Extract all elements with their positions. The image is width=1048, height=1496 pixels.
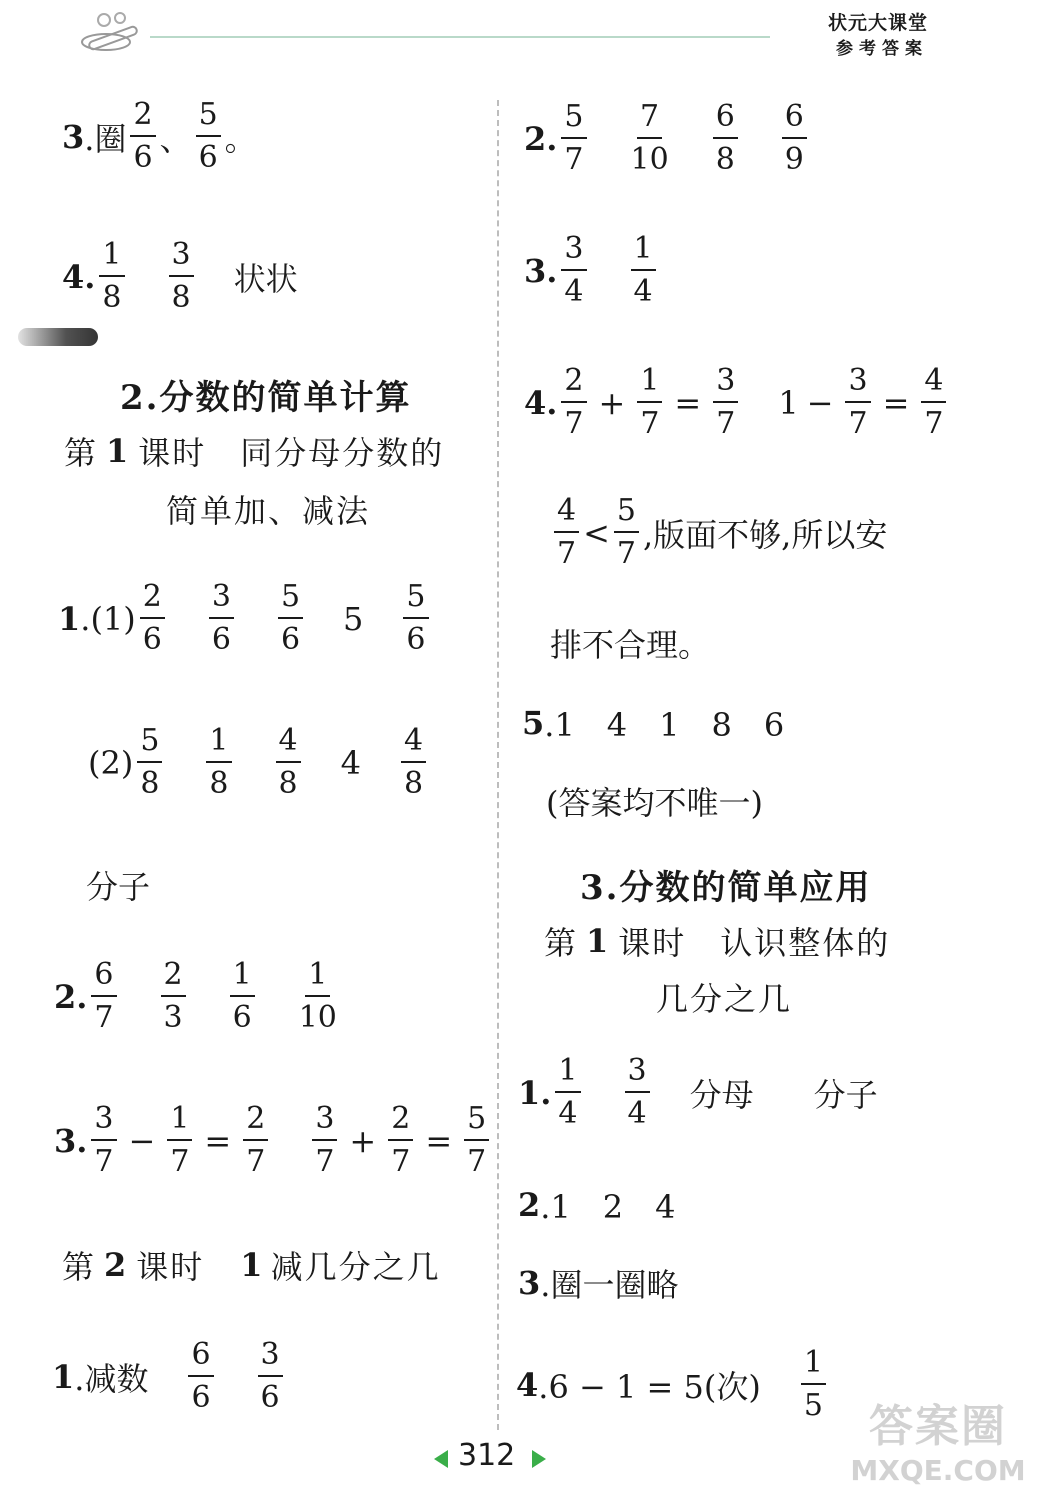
fraction	[161, 957, 186, 1035]
fraction-denominator: 7	[640, 406, 660, 441]
fraction	[91, 1101, 116, 1179]
fraction	[209, 579, 234, 657]
fraction-numerator: 3	[258, 1340, 283, 1377]
fraction-denominator: 4	[633, 274, 653, 309]
fraction	[782, 99, 807, 177]
left-q3-circle: 3 .圈 $\frac{2}{6}$ 、 $\frac{5}{6}$ 。	[62, 97, 257, 175]
fraction	[312, 1101, 337, 1179]
header-rule	[150, 36, 770, 38]
fraction-numerator: 1	[801, 1348, 826, 1385]
left-l2-q1: 1 .减数 $\frac{6}{6}$ $\frac{3}{6}$	[52, 1340, 287, 1413]
fraction-numerator: 3	[169, 240, 194, 277]
lesson-2-title: 第 2 课时 1 减几分之几	[62, 1246, 441, 1286]
fraction-numerator: 2	[140, 582, 165, 619]
fraction-denominator: 7	[616, 536, 636, 571]
right-q2: 2 . $\frac{5}{7}$ $\frac{7}{10}$ $\frac{6}{8}$ $\frac{6}{9}$	[524, 102, 811, 175]
fraction	[561, 231, 586, 309]
fraction-numerator: 3	[713, 366, 738, 403]
fraction	[637, 363, 662, 441]
fraction-numerator: 3	[312, 1104, 337, 1141]
fraction-numerator: 6	[91, 960, 116, 997]
lesson-1-title-line2: 简单加、减法	[166, 492, 371, 530]
right-r2: 2 .1 2 4	[518, 1186, 676, 1226]
fraction-numerator: 4	[554, 496, 579, 533]
fraction	[713, 363, 738, 441]
fraction-numerator: 1	[637, 366, 662, 403]
right-lesson-1-title-line2: 几分之几	[656, 980, 793, 1018]
right-r4: 4 .6 − 1 = 5(次) $\frac{1}{5}$	[516, 1348, 830, 1421]
right-q5-note: (答案均不唯一)	[546, 784, 763, 822]
fraction-denominator: 7	[315, 1144, 335, 1179]
watermark-url: MXQE.COM	[850, 1454, 1026, 1487]
fraction	[845, 363, 870, 441]
fraction-denominator: 7	[170, 1144, 190, 1179]
fraction-numerator: 3	[209, 582, 234, 619]
fraction-denominator: 7	[391, 1144, 411, 1179]
lesson-1-title: 第 1 课时 同分母分数的	[64, 432, 445, 472]
header-subtitle: 参考答案	[836, 39, 928, 59]
fraction-denominator: 7	[924, 406, 944, 441]
fraction	[561, 99, 586, 177]
fraction-denominator: 8	[102, 280, 122, 315]
fraction-numerator: 1	[167, 1104, 192, 1141]
fraction-numerator: 5	[403, 582, 428, 619]
fraction-numerator: 1	[206, 726, 231, 763]
fraction	[625, 1053, 650, 1131]
fraction-denominator: 6	[198, 140, 218, 175]
fraction-numerator: 1	[631, 234, 656, 271]
fraction-denominator: 6	[406, 622, 426, 657]
fraction	[464, 1101, 489, 1179]
fraction	[99, 237, 124, 315]
fraction-numerator: 7	[637, 102, 662, 139]
fraction-denominator: 6	[280, 622, 301, 657]
fraction	[801, 1345, 826, 1423]
fraction-denominator: 8	[171, 280, 191, 315]
fraction-denominator: 8	[715, 142, 735, 177]
fraction-denominator: 10	[630, 142, 669, 177]
watermark	[848, 1390, 1028, 1490]
fraction-numerator: 3	[625, 1056, 650, 1093]
fraction-denominator: 7	[94, 1144, 114, 1179]
fraction-denominator: 4	[627, 1096, 647, 1131]
right-lesson-1-title: 第 1 课时 认识整体的	[544, 922, 891, 962]
ink-smudge	[18, 328, 98, 346]
right-q4-text2: 排不合理。	[550, 626, 711, 664]
prev-arrow-icon	[434, 1450, 448, 1468]
fraction	[258, 1337, 283, 1415]
fraction-numerator: 4	[276, 726, 301, 763]
fraction-denominator: 8	[209, 766, 229, 801]
fraction	[713, 99, 738, 177]
fraction	[137, 723, 162, 801]
fraction-denominator: 3	[163, 1000, 183, 1035]
fraction-numerator: 5	[614, 496, 639, 533]
fraction	[276, 723, 301, 801]
fraction	[130, 97, 155, 175]
left-l1-q2: 2 . $\frac{6}{7}$ $\frac{2}{3}$ $\frac{1}{6}$ $\frac{1}{10}$	[54, 957, 337, 1035]
fraction-denominator: 5	[803, 1388, 823, 1423]
fraction	[140, 579, 165, 657]
fraction-numerator: 6	[188, 1340, 213, 1377]
fraction-denominator: 7	[94, 1000, 114, 1035]
fraction-denominator: 6	[142, 622, 162, 657]
watermark-text: 答案圈	[869, 1401, 1007, 1452]
fraction-numerator: 2	[388, 1104, 413, 1141]
right-q4-compare: $\frac{4}{7}$ < $\frac{5}{7}$ ,版面不够,所以安	[550, 496, 887, 569]
fraction-denominator: 6	[133, 140, 153, 175]
fraction	[206, 723, 231, 801]
fraction	[631, 231, 656, 309]
fraction	[921, 363, 946, 441]
section-2-title: 2.分数的简单计算	[120, 378, 412, 418]
fraction-denominator: 7	[564, 406, 584, 441]
fraction-numerator: 2	[243, 1104, 268, 1141]
left-l1-q1-part2: (2) $\frac{5}{8}$ $\frac{1}{8}$ $\frac{4}{8}$ 4 $\frac{4}{8}$	[88, 726, 430, 799]
fraction	[388, 1101, 413, 1179]
fraction-numerator: 3	[91, 1104, 116, 1141]
right-q4: 4 . $\frac{2}{7}$ + $\frac{1}{7}$ = $\frac{3}{7}$ 1 − $\frac{3}{7}$ = $\frac{4}{7}$	[524, 366, 950, 439]
left-l1-q1-part1: 1 .(1) $\frac{2}{6}$ $\frac{3}{6}$ $\frac{5}{6}$ 5 $\frac{5}{6}$	[58, 582, 433, 655]
fraction-numerator: 3	[845, 366, 870, 403]
fraction	[188, 1337, 213, 1415]
fraction-denominator: 4	[564, 274, 584, 309]
fraction-numerator: 4	[401, 726, 426, 763]
fraction	[243, 1101, 268, 1179]
fraction-denominator: 10	[298, 1000, 337, 1035]
fraction	[298, 957, 337, 1035]
header-brand: 状元大课堂	[827, 12, 928, 34]
fraction-denominator: 7	[564, 142, 584, 177]
right-r1: 1 . $\frac{1}{4}$ $\frac{3}{4}$ 分母 分子	[518, 1053, 878, 1131]
page-number: 312	[458, 1438, 516, 1473]
fraction-denominator: 8	[140, 766, 160, 801]
fraction-numerator: 2	[161, 960, 186, 997]
fraction-denominator: 7	[716, 406, 736, 441]
fraction	[554, 493, 579, 571]
fraction-denominator: 4	[558, 1096, 578, 1131]
left-l1-q3: 3 . $\frac{3}{7}$ − $\frac{1}{7}$ = $\frac{2}{7}$ $\frac{3}{7}$ + $\frac{2}{7}$ = $\frac{5}{7}$	[54, 1104, 493, 1177]
fraction-denominator: 8	[278, 766, 298, 801]
fraction-denominator: 7	[467, 1144, 487, 1179]
fraction	[561, 363, 586, 441]
fraction-numerator: 4	[921, 366, 946, 403]
fraction-numerator: 6	[782, 102, 807, 139]
fraction	[278, 579, 303, 657]
fraction-numerator: 5	[561, 102, 586, 139]
fraction	[630, 99, 669, 177]
fraction-numerator: 5	[278, 582, 303, 619]
fraction	[614, 493, 639, 571]
fraction-numerator: 1	[555, 1056, 580, 1093]
fraction-numerator: 1	[230, 960, 255, 997]
fraction-denominator: 7	[246, 1144, 266, 1179]
fraction	[91, 957, 116, 1035]
next-arrow-icon	[532, 1450, 546, 1468]
fraction-numerator: 6	[713, 102, 738, 139]
logo-icon	[76, 8, 156, 58]
fraction-numerator: 3	[561, 234, 586, 271]
section-3-title: 3.分数的简单应用	[580, 868, 872, 908]
right-q5: 5 .1 4 1 8 6	[522, 704, 785, 744]
fraction-numerator: 5	[137, 726, 162, 763]
fraction-denominator: 8	[403, 766, 424, 801]
fraction-denominator: 6	[232, 1000, 252, 1035]
fraction	[169, 237, 194, 315]
fraction	[555, 1053, 580, 1131]
fraction-numerator: 2	[130, 100, 155, 137]
fraction-denominator: 7	[557, 536, 577, 571]
left-l1-q1-text: 分子	[86, 868, 151, 906]
left-q4: 4 . $\frac{1}{8}$ $\frac{3}{8}$ 状状	[62, 237, 298, 315]
fraction-numerator: 1	[305, 960, 330, 997]
right-r3: 3 .圈一圈略	[518, 1264, 679, 1304]
fraction-denominator: 9	[784, 142, 804, 177]
fraction	[230, 957, 255, 1035]
fraction-numerator: 2	[561, 366, 586, 403]
fraction	[403, 579, 428, 657]
fraction	[167, 1101, 192, 1179]
fraction-numerator: 5	[196, 100, 221, 137]
fraction-numerator: 5	[464, 1104, 489, 1141]
fraction-denominator: 6	[260, 1380, 280, 1415]
column-divider	[497, 100, 499, 1430]
fraction-denominator: 6	[211, 622, 231, 657]
fraction-denominator: 7	[848, 406, 868, 441]
fraction-denominator: 6	[191, 1380, 211, 1415]
fraction-numerator: 1	[99, 240, 124, 277]
fraction	[196, 97, 221, 175]
right-q3: 3 . $\frac{3}{4}$ $\frac{1}{4}$	[524, 234, 660, 307]
fraction	[401, 723, 426, 801]
